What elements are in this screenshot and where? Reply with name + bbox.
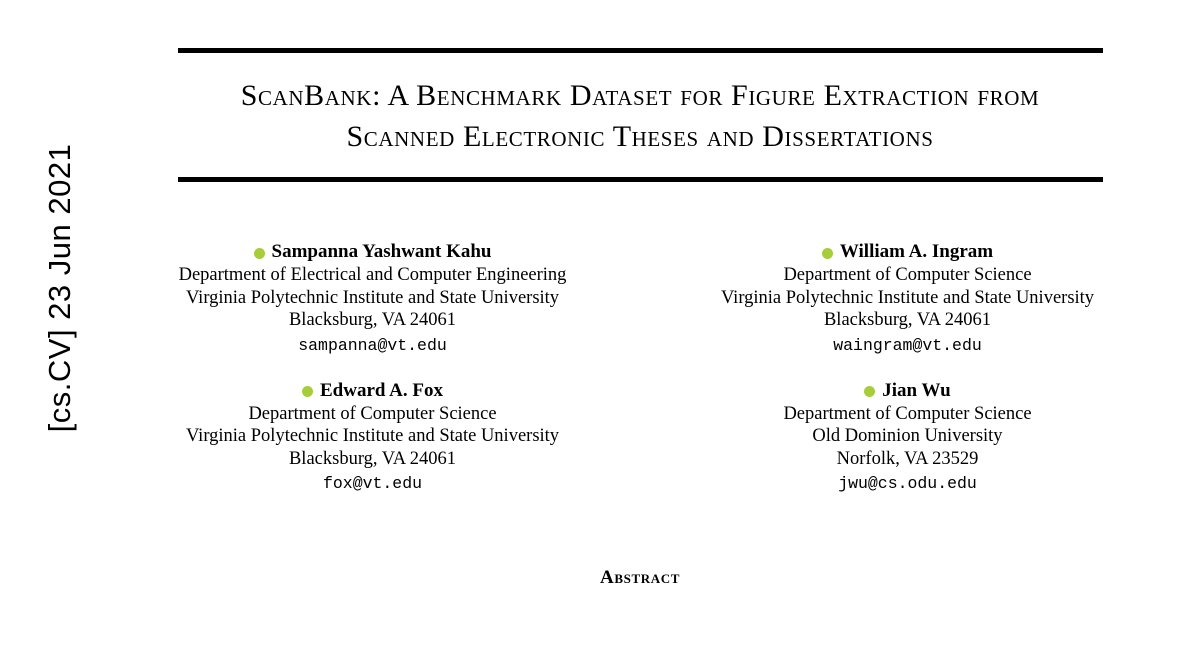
author-affiliation-line: Department of Computer Science (248, 403, 497, 424)
author-name: William A. Ingram (839, 241, 994, 262)
author-row (123, 379, 1158, 496)
author-name: Jian Wu (882, 379, 951, 401)
author-affiliation-line: Virginia Polytechnic Institute and State University (185, 426, 560, 446)
orcid-icon[interactable] (254, 248, 265, 259)
author-affiliation-line: Blacksburg, VA 24061 (288, 448, 457, 469)
title-rule-bottom (178, 177, 1103, 182)
abstract-heading: Abstract (600, 567, 680, 588)
author-affiliation-line: Department of Computer Science (783, 403, 1032, 424)
author-name-line (658, 379, 1158, 403)
orcid-icon[interactable] (822, 248, 833, 259)
author-name-line (123, 379, 623, 403)
author-affiliation-line: Department of Electrical and Computer Engineering (178, 265, 567, 285)
author-block-2 (658, 240, 1158, 357)
author-name-line (658, 240, 1158, 264)
author-affiliation-line: Blacksburg, VA 24061 (288, 310, 457, 330)
orcid-icon[interactable] (864, 386, 875, 397)
author-email[interactable]: sampanna@vt.edu (298, 335, 447, 355)
author-name-line (123, 240, 623, 264)
author-affiliation-line: Virginia Polytechnic Institute and State University (720, 287, 1095, 308)
author-email[interactable]: fox@vt.edu (322, 474, 423, 493)
author-email[interactable]: jwu@cs.odu.edu (838, 474, 977, 493)
arxiv-vertical-stamp (0, 0, 80, 648)
author-block-3 (123, 379, 623, 496)
title-rule-top (178, 48, 1103, 53)
author-block-1 (123, 240, 623, 357)
author-affiliation-line: Department of Computer Science (783, 265, 1032, 285)
author-list (123, 240, 1158, 495)
page-title: ScanBank: A Benchmark Dataset for Figure Extraction from Scanned Electronic Theses and Dissertations (240, 79, 1040, 153)
paper-page (80, 0, 1200, 648)
author-affiliation-line: Blacksburg, VA 24061 (823, 310, 992, 330)
author-affiliation-line: Norfolk, VA 23529 (836, 448, 979, 469)
author-name: Edward A. Fox (320, 379, 443, 401)
author-name: Sampanna Yashwant Kahu (271, 241, 492, 262)
author-affiliation-line: Virginia Polytechnic Institute and State University (185, 287, 560, 308)
arxiv-stamp-text: [cs.CV] 23 Jun 2021 (42, 143, 77, 433)
orcid-icon[interactable] (302, 386, 313, 397)
author-affiliation-line: Old Dominion University (812, 426, 1003, 446)
author-block-4 (658, 379, 1158, 496)
author-email[interactable]: waingram@vt.edu (833, 335, 982, 355)
author-row (123, 240, 1158, 357)
